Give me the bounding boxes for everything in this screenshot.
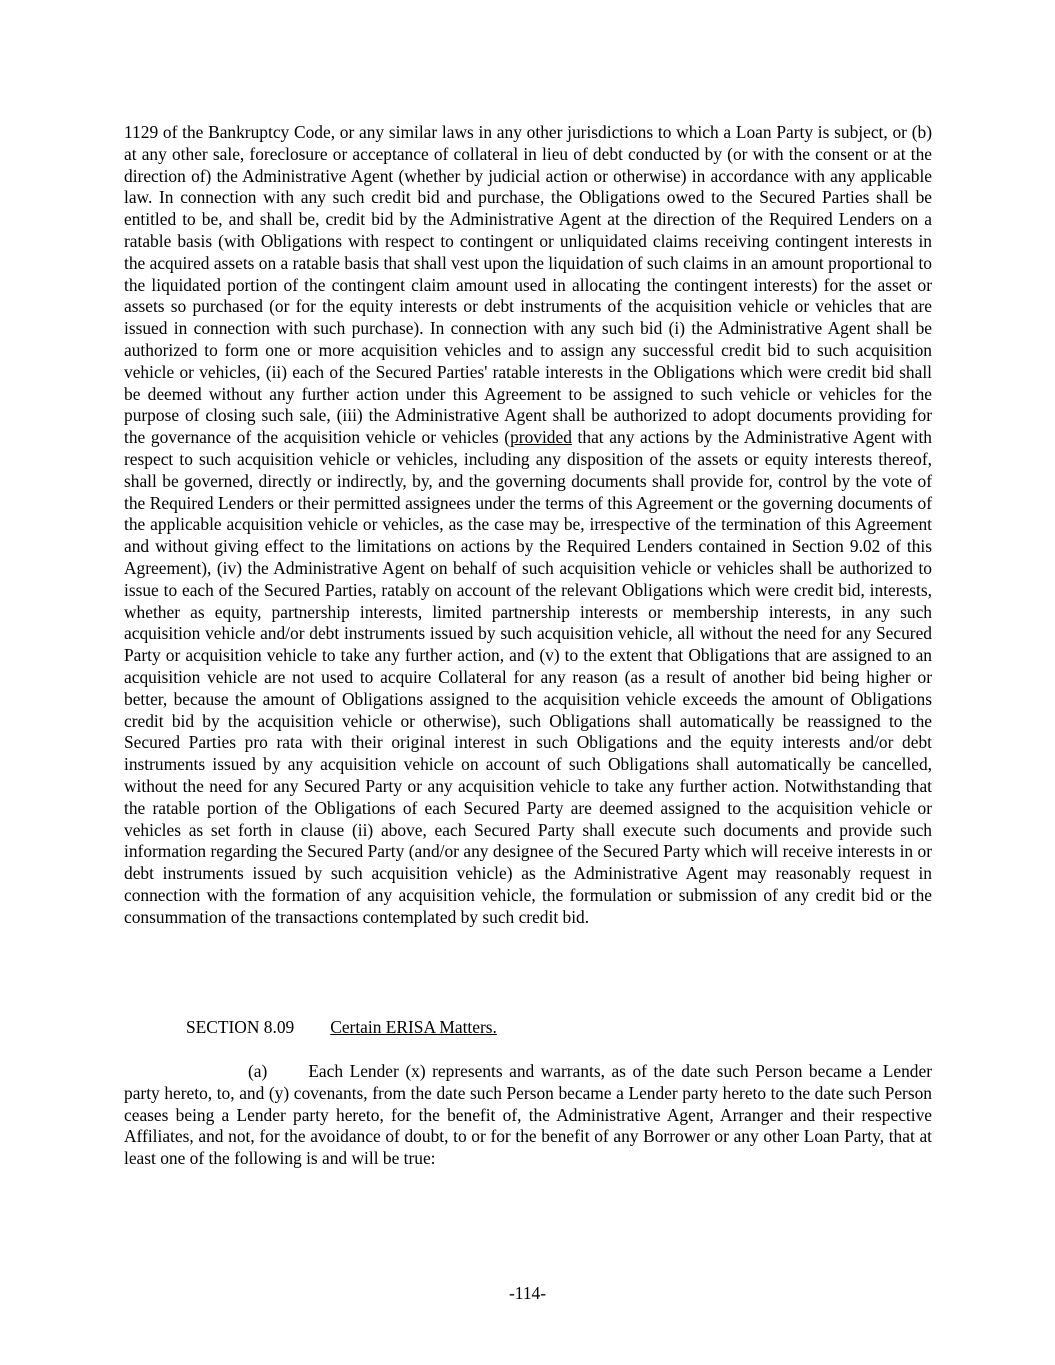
- continuation-paragraph: [124, 122, 932, 928]
- section-title: Certain ERISA Matters.: [330, 1017, 497, 1037]
- page-number: -114-: [508, 1283, 547, 1303]
- continuation-text-part2: that any actions by the Administrative Agent with respect to such acquisition vehicle or vehicles, including any disposition of the assets or equity interests thereof, shall be governed, directly or indirectly, by, and the governing documents shall provide for, control by the vote of the Required Lenders or their permitted assignees under the terms of this Agreement or the governing documents of the applicable acquisition vehicle or vehicles, as the case may be, irrespective of the termination of this Agreement and without giving effect to the limitations on actions by the Required Lenders contained in Section 9.02 of this Agreement), (iv) the Administrative Agent on behalf of such acquisition vehicle or vehicles shall be authorized to issue to each of the Secured Parties, ratably on account of the relevant Obligations which were credit bid, interests, whether as equity, partnership interests, limited partnership interests or membership interests, in any such acquisition vehicle and/or debt instruments issued by such acquisition vehicle, all without the need for any Secured Party or acquisition vehicle to take any further action, and (v) to the extent that Obligations that are assigned to an acquisition vehicle are not used to acquire Collateral for any reason (as a result of another bid being higher or better, because the amount of Obligations assigned to the acquisition vehicle exceeds the amount of Obligations credit bid by the acquisition vehicle or otherwise), such Obligations shall automatically be reassigned to the Secured Parties pro rata with their original interest in such Obligations and the equity interests and/or debt instruments issued by any acquisition vehicle on account of such Obligations shall automatically be cancelled, without the need for any Secured Party or any acquisition vehicle to take any further action. Notwithstanding that the ratable portion of the Obligations of each Secured Party are deemed assigned to the acquisition vehicle or vehicles as set forth in clause (ii) above, each Secured Party shall execute such documents and provide such information regarding the Secured Party (and/or any designee of the Secured Party which will receive interests in or debt instruments issued by such acquisition vehicle) as the Administrative Agent may reasonably request in connection with the formation of any acquisition vehicle, the formulation or submission of any credit bid or the consummation of the transactions contemplated by such credit bid.: [124, 427, 932, 927]
- section-number: SECTION 8.09: [186, 1017, 295, 1037]
- underlined-term-provided: provided: [510, 427, 572, 448]
- paragraph-a-text: Each Lender (x) represents and warrants, as of the date such Person became a Lender party hereto, to, and (y) covenants, from the date such Person became a Lender party hereto to the date such Person ceases being a Lender party hereto, for the benefit of, the Administrative Agent, Arranger and their respective Affiliates, and not, for the avoidance of doubt, to or for the benefit of any Borrower or any other Loan Party, that at least one of the following is and will be true:: [124, 1061, 932, 1169]
- section-heading: [186, 1017, 497, 1039]
- paragraph-a: [124, 1061, 932, 1170]
- paragraph-a-marker: (a): [248, 1061, 268, 1081]
- continuation-text-part1: 1129 of the Bankruptcy Code, or any similar laws in any other jurisdictions to which a Loan Party is subject, or (b) at any other sale, foreclosure or acceptance of collateral in lieu of debt conducted by (or with the consent or at the direction of) the Administrative Agent (whether by judicial action or otherwise) in accordance with any applicable law. In connection with any such credit bid and purchase, the Obligations owed to the Secured Parties shall be entitled to be, and shall be, credit bid by the Administrative Agent at the direction of the Required Lenders on a ratable basis (with Obligations with respect to contingent or unliquidated claims receiving contingent interests in the acquired assets on a ratable basis that shall vest upon the liquidation of such claims in an amount proportional to the liquidated portion of the contingent claim amount used in allocating the contingent interests) for the asset or assets so purchased (or for the equity interests or debt instruments of the acquisition vehicle or vehicles that are issued in connection with such purchase). In connection with any such bid (i) the Administrative Agent shall be authorized to form one or more acquisition vehicles and to assign any successful credit bid to such acquisition vehicle or vehicles, (ii) each of the Secured Parties' ratable interests in the Obligations which were credit bid shall be deemed without any further action under this Agreement to be assigned to such vehicle or vehicles for the purpose of closing such sale, (iii) the Administrative Agent shall be authorized to adopt documents providing for the governance of the acquisition vehicle or vehicles (: [124, 122, 932, 448]
